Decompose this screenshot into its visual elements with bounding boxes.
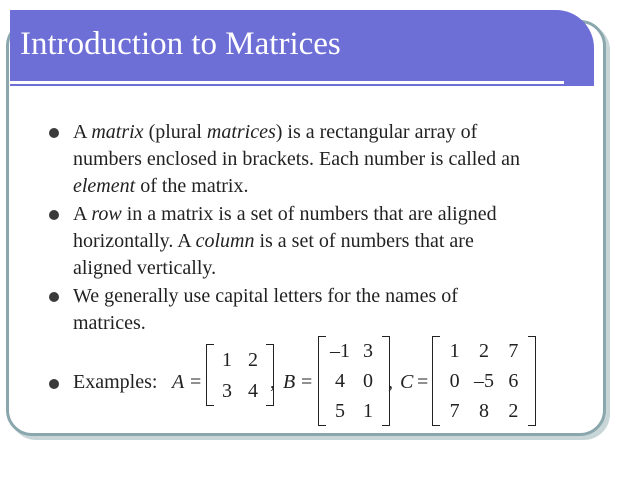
- matrix-cell: 2: [478, 340, 489, 362]
- matrix-c: [432, 336, 536, 426]
- matrix-cell: 5: [335, 400, 345, 422]
- bullet-2-line: [73, 229, 474, 253]
- matrix-cell: 1: [363, 400, 373, 422]
- text-run: ) is a rectangular array of: [275, 121, 478, 143]
- matrix-c-equals: =: [417, 371, 429, 393]
- matrix-cell: 4: [335, 370, 345, 392]
- bullet-dot: [49, 379, 59, 389]
- matrix-cell: –5: [473, 370, 494, 392]
- emphasized-term: row: [91, 203, 122, 225]
- matrix-cell: 4: [248, 379, 258, 402]
- matrix-b-name: B: [283, 371, 296, 393]
- text-run: A: [73, 121, 92, 143]
- slide-title: Introduction to Matrices: [20, 26, 341, 62]
- text-run: matrices.: [73, 312, 146, 334]
- matrix-c-name: C: [400, 371, 414, 393]
- bullet-dot: [49, 210, 59, 220]
- examples-label: Examples:: [73, 371, 158, 393]
- matrix-cell: 3: [363, 340, 373, 362]
- matrix-a: [206, 344, 274, 406]
- bullet-1-line: [73, 174, 249, 198]
- text-run: of the matrix.: [135, 175, 249, 197]
- matrix-b-equals: =: [301, 371, 313, 393]
- matrix-cell: –1: [330, 340, 350, 362]
- comma: ,: [270, 371, 275, 393]
- text-run: numbers enclosed in brackets. Each number is called an: [73, 148, 521, 170]
- matrix-a-name: A: [172, 371, 185, 393]
- emphasized-term: matrices: [206, 121, 276, 143]
- bullet-dot: [49, 128, 59, 138]
- bullet-1-line: [73, 147, 520, 171]
- matrix-cell: 0: [449, 370, 460, 392]
- matrix-cell: 0: [363, 370, 373, 392]
- text-run: aligned vertically.: [73, 257, 217, 279]
- matrix-cell: 2: [508, 400, 519, 422]
- matrix-cell: 7: [508, 340, 519, 362]
- matrix-cell: 3: [222, 379, 232, 402]
- emphasized-term: matrix: [91, 121, 144, 143]
- text-run: (plural: [143, 121, 207, 143]
- text-run: horizontally. A: [73, 230, 196, 252]
- text-run: A: [73, 203, 92, 225]
- emphasized-term: element: [73, 175, 136, 197]
- matrix-cell: 7: [449, 400, 460, 422]
- matrix-cell: 8: [478, 400, 489, 422]
- matrix-cell: 2: [248, 348, 258, 371]
- bullet-3-line: [73, 311, 146, 335]
- text-run: We generally use capital letters for the names of: [73, 285, 458, 307]
- bullet-1-line: [73, 120, 477, 144]
- emphasized-term: column: [195, 230, 255, 252]
- comma: ,: [388, 371, 393, 393]
- matrix-cell: 6: [508, 370, 519, 392]
- text-run: in a matrix is a set of numbers that are aligned: [121, 203, 497, 225]
- bullet-2-line: [73, 202, 497, 226]
- text-run: is a set of numbers that are: [254, 230, 474, 252]
- matrix-a-equals: =: [190, 371, 202, 393]
- bullet-dot: [49, 292, 59, 302]
- matrix-cell: 1: [222, 348, 232, 371]
- matrix-cell: 1: [449, 340, 460, 362]
- bullet-2-line: [73, 256, 216, 280]
- bullet-3-line: [73, 284, 458, 308]
- matrix-b: [318, 336, 390, 426]
